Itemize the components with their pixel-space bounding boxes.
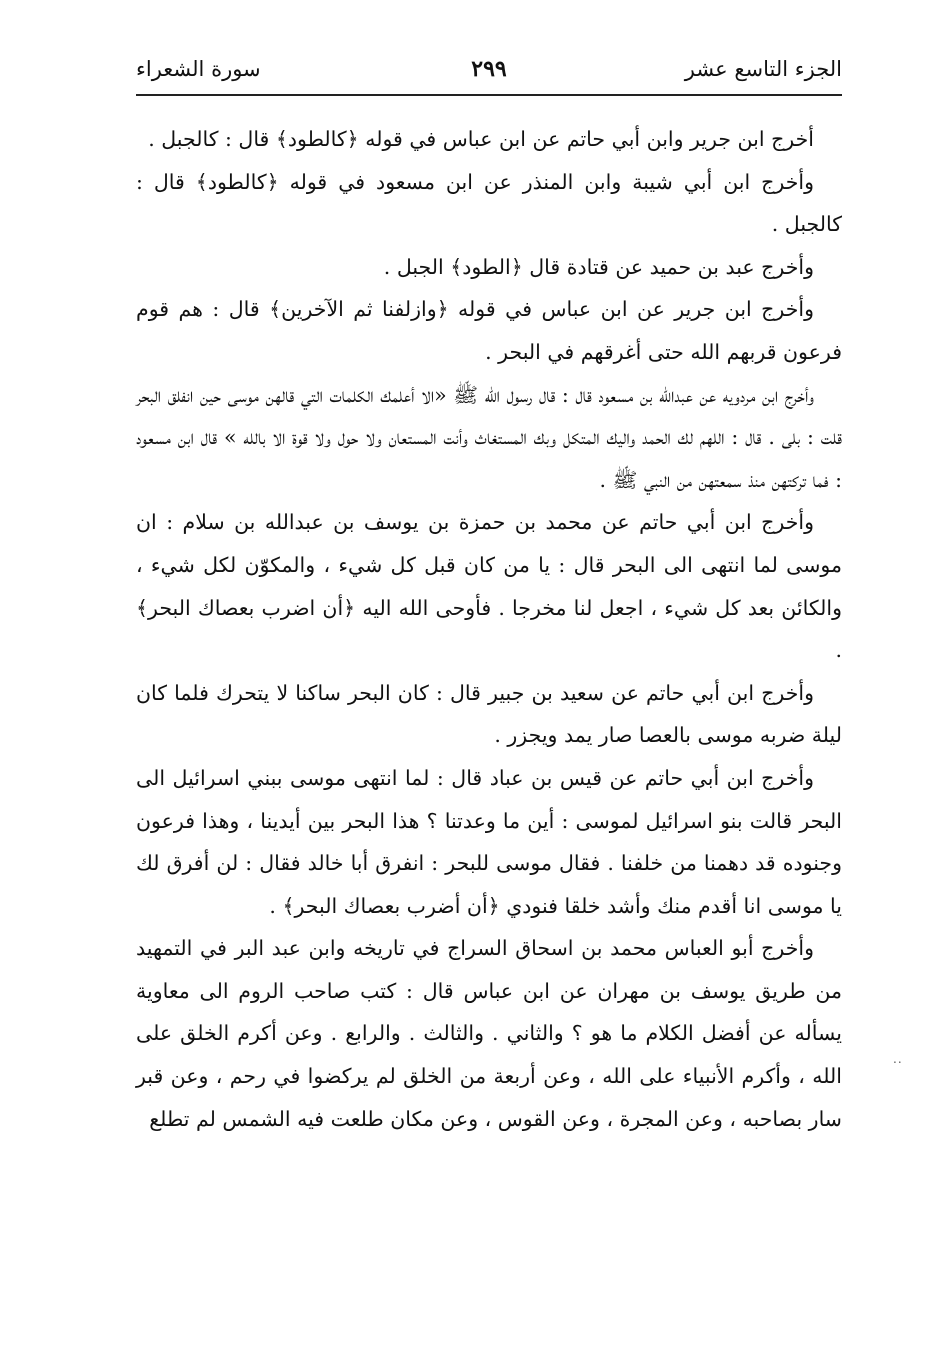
paragraph: وأخرج عبد بن حميد عن قتادة قال ﴿الطود﴾ الجبل . (383, 254, 814, 279)
paragraph: وأخرج ابن أبي شيبة وابن المنذر عن ابن مسعود في قوله ﴿كالطود﴾ قال : كالجبل . (136, 169, 842, 237)
paragraph: وأخرج ابن جرير عن ابن عباس في قوله ﴿وازلفنا ثم الآخرين﴾ قال : هم قوم فرعون قربهم الله حتى أغرقهم في البحر . (136, 297, 842, 364)
paragraph: وأخرج ابن أبي حاتم عن سعيد بن جبير قال : كان البحر ساكنا لا يتحرك فلما كان ليلة ضربه موسى بالعصا صار يمد ويجزر . (136, 680, 842, 748)
paragraph: وأخرج ابن أبي حاتم عن محمد بن حمزة بن يوسف بن عبدالله بن سلام : ان موسى لما انتهى الى البحر قال : يا من كان قبل كل شيء ، والمكوّن لكل شيء ، والكائن بعد كل شيء ، اجعل لنا مخرجا . فأوحى الله اليه ﴿أن اضرب بعصاك البحر﴾ . (136, 510, 842, 663)
part-title: الجزء التاسع عشر (684, 57, 842, 81)
paragraph: وأخرج ابن مردويه عن عبدالله بن مسعود قال : قال رسول الله ﷺ «الا أعلمك الكلمات التي قالهن موسى حين انفلق البحر قلت : بلى . قال : اللهم لك الحمد واليك المتكل وبك المستغاث وأنت المستعان ولا حول ولا قوة الا بالله » قال ابن مسعود : فما تركتهن منذ سمعتهن من النبي ﷺ . (136, 382, 842, 492)
page-number: ٢٩٩ (471, 56, 507, 82)
page-header (136, 52, 842, 90)
paragraph: أخرج ابن جرير وابن أبي حاتم عن ابن عباس في قوله ﴿كالطود﴾ قال : كالجبل . (148, 127, 814, 151)
header-divider (136, 94, 842, 96)
paragraph: وأخرج أبو العباس محمد بن اسحاق السراج في تاريخه وابن عبد البر في التمهيد من طريق يوسف بن مهران عن ابن عباس قال : كتب صاحب الروم الى معاوية يسأله عن أفضل الكلام ما هو ؟ والثاني . والثالث . والرابع . وعن أكرم الخلق على الله ، وأكرم الأنبياء على الله ، وعن أربعة من الخلق لم يركضوا في رحم ، وعن قبر سار بصاحبه ، وعن المجرة ، وعن القوس ، وعن مكان طلعت فيه الشمس لم تطلع (136, 936, 842, 1131)
main-text (136, 118, 842, 1140)
paragraph: وأخرج ابن أبي حاتم عن قيس بن عباد قال : لما انتهى موسى ببني اسرائيل الى البحر قالت بنو اسرائيل لموسى : أين ما وعدتنا ؟ هذا البحر بين أيدينا ، وهذا فرعون وجنوده قد دهمنا من خلفنا . فقال موسى للبحر : انفرق أبا خالد فقال : لن أفرق لك يا موسى انا أقدم منك وأشد خلقا فنودي ﴿أن أضرب بعصاك البحر﴾ . (136, 765, 842, 918)
surah-title: سورة الشعراء (136, 57, 261, 81)
scan-speck: .. (893, 1052, 903, 1066)
